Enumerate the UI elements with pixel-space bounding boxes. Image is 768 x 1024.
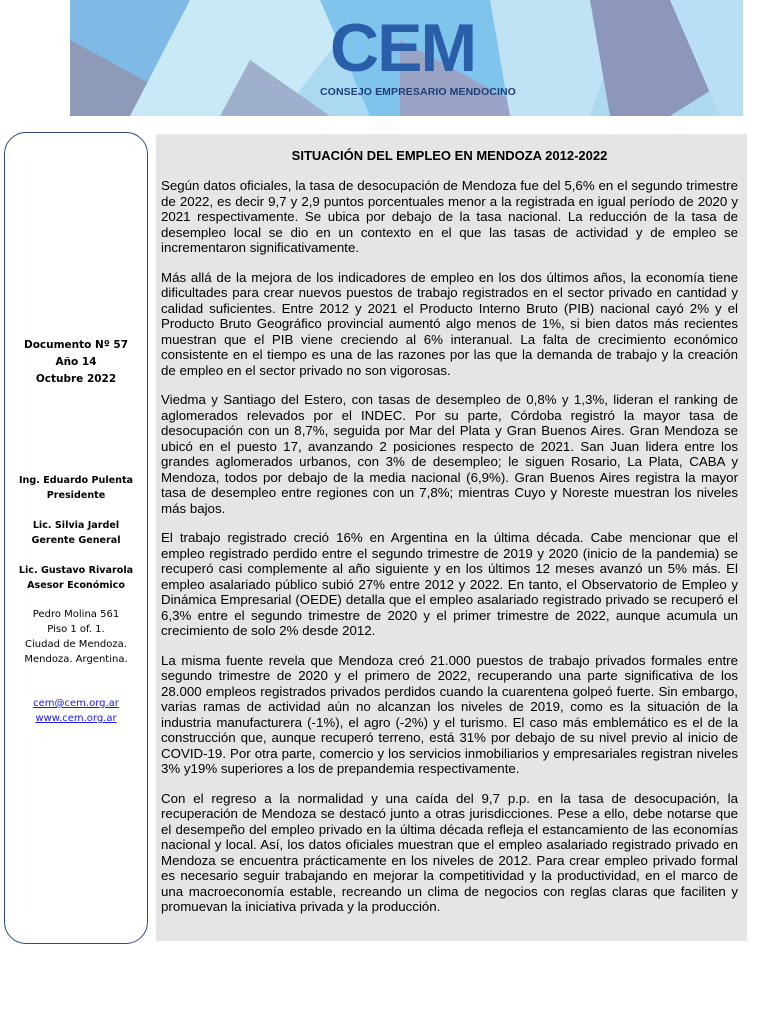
article-paragraph: La misma fuente revela que Mendoza creó 21.000 puestos de trabajo privados formales entre segundo trimestre de 2020 y el primero de 2022, recuperando una parte significativa de los 28.000 empleos registrados privados perdidos cuando la cuarentena golpeó fuerte. Sin embargo, varias ramas de actividad aún no alcanzan los niveles de 2019, como es la situación de la industria manufacturera (-1%), el agro (-2%) y el turismo. El caso más emblemático es el de la construcción que, aunque recuperó terreno, está 31% por debajo de su nivel previo al inicio de COVID-19. Por otra parte, comercio y los servicios inmobiliarios y empresariales registran niveles 3% y19% superiores a los de prepandemia respectivamente. [161,652,738,776]
staff-role: Asesor Económico [27,580,125,591]
staff-role: Gerente General [31,535,121,546]
address-line: Ciudad de Mendoza. [25,639,127,650]
email-link[interactable]: cem@cem.org.ar [33,698,119,709]
staff-name: Lic. Gustavo Rivarola [18,565,134,576]
article-title: SITUACIÓN DEL EMPLEO EN MENDOZA 2012-2022 [291,148,608,163]
article-paragraph: Con el regreso a la normalidad y una caída del 9,7 p.p. en la tasa de desocupación, la recuperación de Mendoza se destacó junto a otras jurisdicciones. Pese a ello, debe notarse que el desempeño del empleo privado en la última década refleja el estancamiento de las economías nacional y local. Así, los datos oficiales muestran que el empleo asalariado registrado privado en Mendoza se encuentra prácticamente en los niveles de 2012. Para crear empleo privado formal es necesario seguir trabajando en mejorar la competitividad y la productividad, en el marco de una macroeconomía estable, recreando un clima de negocios con reglas claras que faciliten y promuevan la iniciativa privada y la producción. [161,790,738,914]
header-banner [70,0,743,116]
contact-links [5,696,147,726]
article-paragraph: Viedma y Santiago del Estero, con tasas de desempleo de 0,8% y 1,3%, lideran el ranking de aglomerados relevados por el INDEC. Por su parte, Córdoba registró la mayor tasa de desocupación con un 8,7%, seguida por Mar del Plata y Gran Buenos Aires. Gran Mendoza se ubicó en el puesto 17, avanzando 2 posiciones respecto de 2021. San Juan lidera entre los grandes aglomerados urbanos, con 3% de desempleo; le siguen Rosario, La Plata, CABA y Mendoza, todos por debajo de la media nacional (6,9%). Gran Buenos Aires registra la mayor tasa de desempleo entre regiones con un 7,8%; mientras Cuyo y Noreste muestran los niveles más bajos. [161,392,738,516]
article-panel [156,134,747,941]
article-paragraph: Más allá de la mejora de los indicadores de empleo en los dos últimos años, la economía tiene dificultades para crear nuevos puestos de trabajo registrados en el sector privado en cantidad y calidad suficientes. Entre 2012 y 2021 el Producto Interno Bruto (PIB) nacional cayó 2% y el Producto Bruto Geográfico provincial aumentó algo menos de 1%, si bien datos más recientes muestran que el PIB viene creciendo al 6% interanual. La falta de crecimiento económico consistente en el tiempo es una de las razones por las que la demanda de trabajo y la creación de empleo en el sector privado no son vigorosas. [161,269,738,378]
document-year: Año 14 [55,356,97,368]
staff-member [5,518,147,548]
article-paragraph: Según datos oficiales, la tasa de desocupación de Mendoza fue del 5,6% en el segundo trimestre de 2022, es decir 9,7 y 2,9 puntos porcentuales menor a la registrada en igual período de 2020 y 2021 respectivamente. Se ubica por debajo de la tasa nacional. La reducción de la tasa de desempleo local se dio en un contexto en el que las tasas de actividad y de empleo se incrementaron significativamente. [161,178,738,255]
logo-subtitle: CONSEJO EMPRESARIO MENDOCINO [320,86,516,98]
staff-member [5,473,147,503]
staff-list [5,473,147,608]
document-date: Octubre 2022 [35,373,117,385]
document-number: Documento Nº 57 [23,339,129,351]
sidebar [4,132,148,944]
address-line: Pedro Molina 561 [32,609,120,620]
address-block [5,607,147,667]
document-info [5,337,147,388]
website-link[interactable]: www.cem.org.ar [35,713,117,724]
staff-member [5,563,147,593]
staff-role: Presidente [46,490,106,501]
staff-name: Lic. Silvia Jardel [32,520,120,531]
staff-name: Ing. Eduardo Pulenta [18,475,134,486]
address-line: Mendoza. Argentina. [24,654,128,665]
address-line: Piso 1 of. 1. [47,624,105,635]
article-paragraph: El trabajo registrado creció 16% en Argentina en la última década. Cabe mencionar que el empleo registrado perdido entre el segundo trimestre de 2019 y 2020 (inicio de la pandemia) se recuperó casi complemente al año siguiente y en los últimos 12 meses avanzó un 5% más. El empleo asalariado público subió 27% entre 2012 y 2022. En tanto, el Observatorio de Empleo y Dinámica Empresarial (OEDE) detalla que el empleo asalariado registrado privado se recuperó el 6,3% entre el segundo trimestre de 2020 y el primer trimestre de 2022, aunque acumula un crecimiento de solo 2% desde 2012. [161,530,738,638]
logo-wordmark: CEM [330,10,476,86]
